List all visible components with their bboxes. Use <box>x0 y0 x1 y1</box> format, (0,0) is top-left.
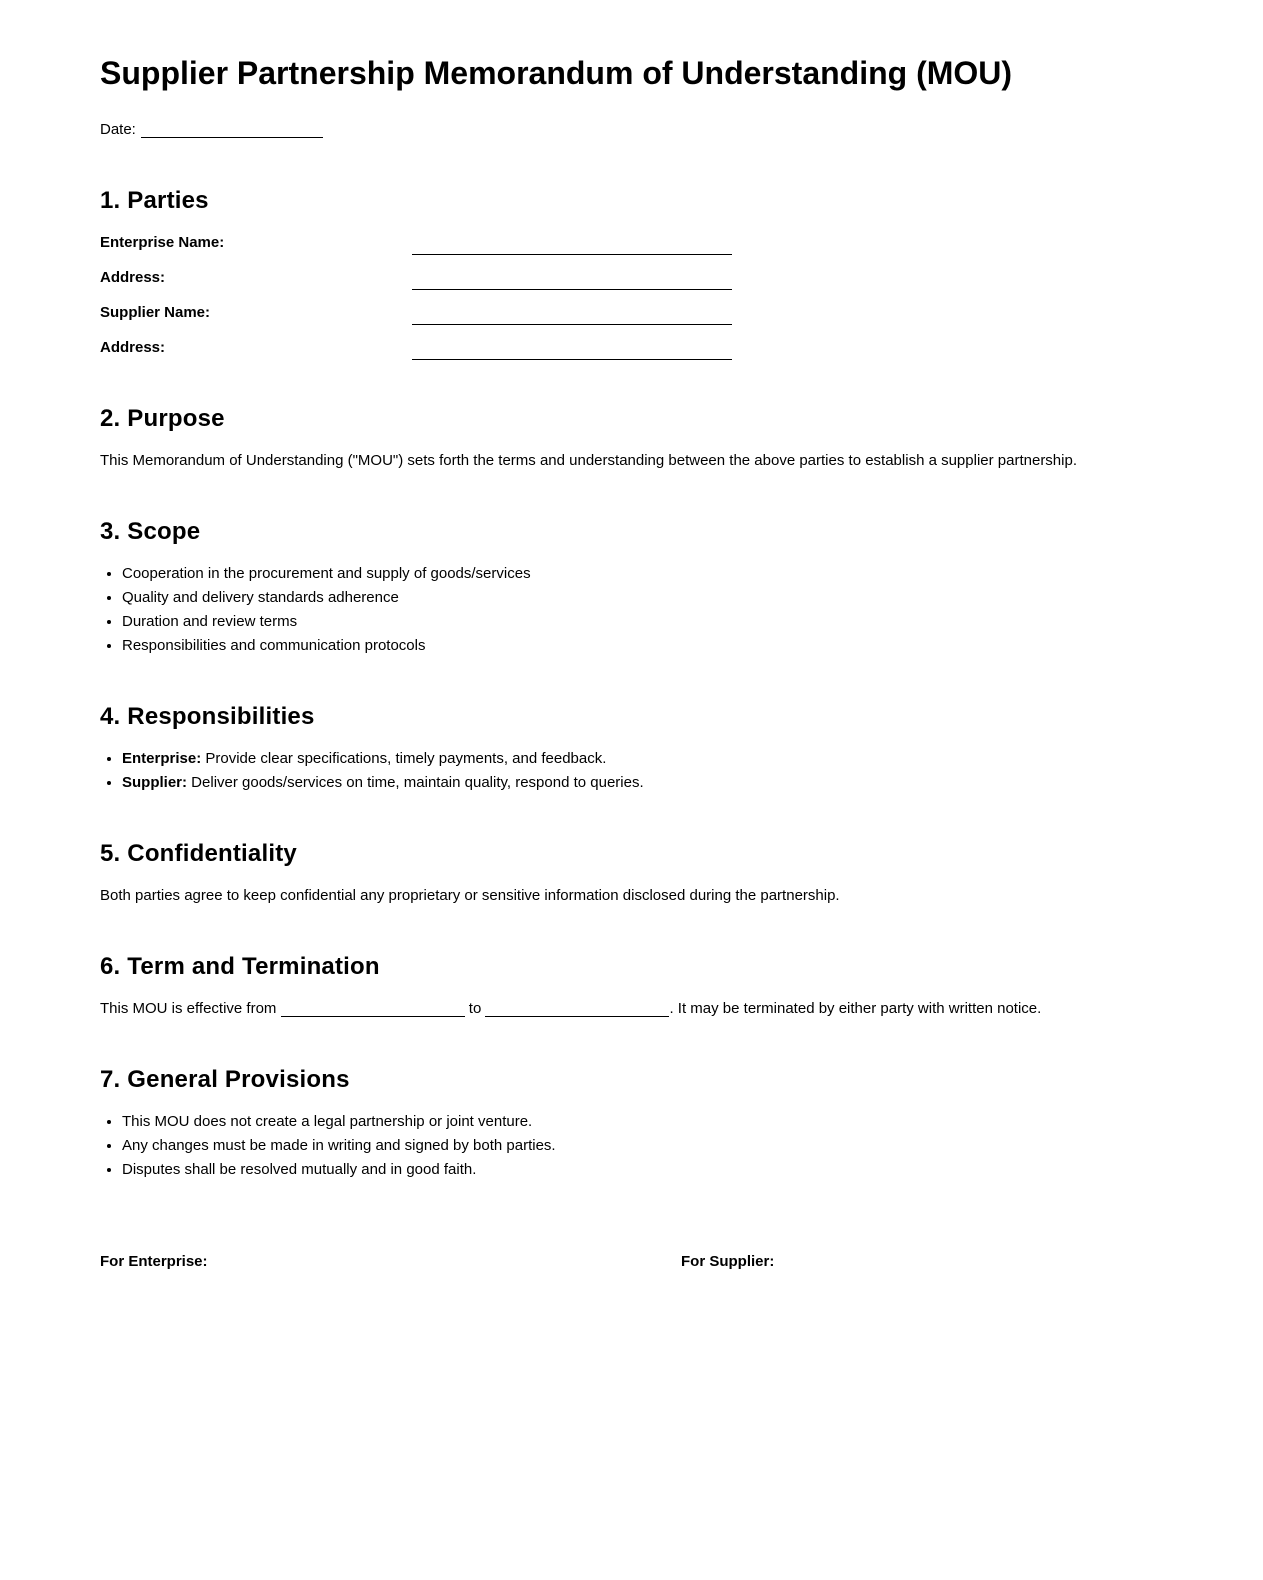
term-text-after: . It may be terminated by either party with written notice. <box>669 1000 1042 1017</box>
field-row-supplier-name <box>100 301 1163 325</box>
field-row-enterprise-name <box>100 231 1163 255</box>
responsibility-term: Enterprise: <box>122 750 202 767</box>
field-label-supplier-name: Supplier Name: <box>100 304 211 321</box>
scope-list-item: • Responsibilities and communication protocols <box>122 634 1163 658</box>
signature-enterprise-label: For Enterprise: <box>100 1253 208 1270</box>
responsibility-text: Provide clear specifications, timely payments, and feedback. <box>201 750 607 767</box>
section-purpose <box>100 404 1163 473</box>
responsibility-term: Supplier: <box>122 774 188 791</box>
responsibilities-list-item <box>122 771 1163 795</box>
section-general-provisions <box>100 1065 1163 1182</box>
enterprise-address-blank-line <box>412 268 732 290</box>
general-provisions-list-item: • This MOU does not create a legal partnership or joint venture. <box>122 1110 1163 1134</box>
section-general-provisions-heading: 7. General Provisions <box>100 1066 350 1093</box>
mou-document <box>100 55 1163 1274</box>
signature-block <box>100 1250 1163 1274</box>
section-term <box>100 952 1163 1021</box>
general-provisions-list <box>100 1110 1163 1182</box>
date-blank-line <box>141 137 323 138</box>
responsibilities-list-item <box>122 747 1163 771</box>
document-title: Supplier Partnership Memorandum of Understanding (MOU) <box>100 55 1013 91</box>
section-responsibilities <box>100 702 1163 795</box>
field-label-supplier-address: Address: <box>100 339 166 356</box>
term-end-blank-line <box>485 1016 669 1017</box>
section-responsibilities-heading: 4. Responsibilities <box>100 703 315 730</box>
section-scope <box>100 517 1163 658</box>
term-paragraph <box>100 997 1163 1021</box>
scope-list-item: • Cooperation in the procurement and supply of goods/services <box>122 562 1163 586</box>
section-confidentiality <box>100 839 1163 908</box>
date-line <box>100 118 1163 142</box>
term-text-middle: to <box>468 1000 482 1017</box>
supplier-address-blank-line <box>412 338 732 360</box>
enterprise-name-blank-line <box>412 233 732 255</box>
responsibility-text: Deliver goods/services on time, maintain quality, respond to queries. <box>187 774 644 791</box>
term-text-before: This MOU is effective from <box>100 1000 277 1017</box>
general-provisions-list-item: • Any changes must be made in writing and signed by both parties. <box>122 1134 1163 1158</box>
scope-list <box>100 562 1163 658</box>
scope-list-item: • Quality and delivery standards adherence <box>122 586 1163 610</box>
responsibilities-list <box>100 747 1163 795</box>
field-row-supplier-address <box>100 336 1163 360</box>
field-row-enterprise-address <box>100 266 1163 290</box>
field-label-enterprise-address: Address: <box>100 269 166 286</box>
section-parties <box>100 186 1163 360</box>
section-purpose-heading: 2. Purpose <box>100 405 225 432</box>
field-label-enterprise-name: Enterprise Name: <box>100 234 225 251</box>
general-provisions-list-item: • Disputes shall be resolved mutually and in good faith. <box>122 1158 1163 1182</box>
section-term-heading: 6. Term and Termination <box>100 953 380 980</box>
confidentiality-paragraph: Both parties agree to keep confidential any proprietary or sensitive information disclosed during the partnership. <box>100 887 840 904</box>
date-label: Date: <box>100 121 136 138</box>
scope-list-item: • Duration and review terms <box>122 610 1163 634</box>
supplier-name-blank-line <box>412 303 732 325</box>
purpose-paragraph: This Memorandum of Understanding ("MOU") sets forth the terms and understanding between the above parties to establish a supplier partnership. <box>100 452 1077 469</box>
section-scope-heading: 3. Scope <box>100 518 201 545</box>
section-confidentiality-heading: 5. Confidentiality <box>100 840 297 867</box>
term-start-blank-line <box>281 1016 465 1017</box>
section-parties-heading: 1. Parties <box>100 187 209 214</box>
signature-supplier-label: For Supplier: <box>681 1253 775 1270</box>
